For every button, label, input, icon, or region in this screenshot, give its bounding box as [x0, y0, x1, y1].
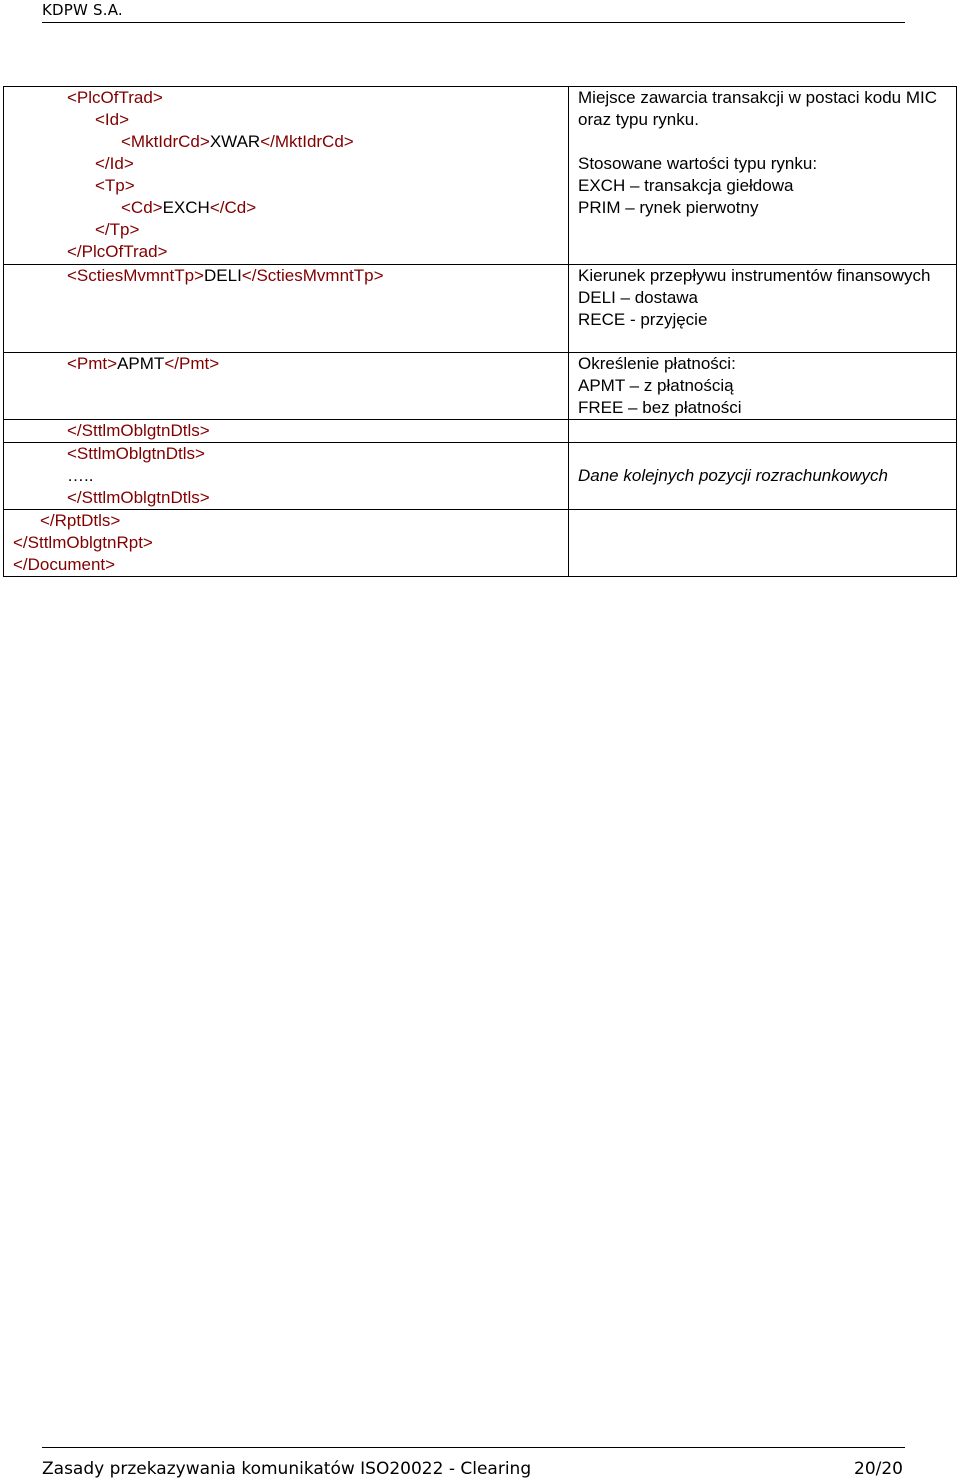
xml-line	[13, 532, 560, 554]
xml-line	[13, 465, 560, 487]
page-footer	[42, 1447, 905, 1480]
xml-tag-open: </PlcOfTrad>	[67, 242, 168, 261]
xml-tag-close: </Pmt>	[164, 354, 220, 373]
xml-line	[13, 510, 560, 532]
description-line: DELI – dostawa	[578, 288, 699, 307]
description-line: PRIM – rynek pierwotny	[578, 198, 759, 217]
xml-line	[13, 420, 560, 442]
xml-tag-open: <SttlmOblgtnDtls>	[67, 444, 205, 463]
xml-cell	[4, 353, 569, 420]
xml-line	[13, 131, 560, 153]
xml-cell	[4, 420, 569, 443]
description-line: Kierunek przepływu instrumentów finansowych	[578, 266, 931, 285]
description-cell	[569, 443, 957, 510]
description-cell	[569, 87, 957, 265]
xml-line	[13, 175, 560, 197]
xml-line	[13, 353, 560, 375]
xml-tag-open: <Id>	[95, 110, 130, 129]
table-row	[4, 510, 957, 577]
description-line: Stosowane wartości typu rynku:	[578, 154, 818, 173]
description-cell	[569, 420, 957, 443]
spacer	[578, 131, 948, 153]
xml-tag-open: </RptDtls>	[40, 511, 121, 530]
xml-value: EXCH	[162, 198, 210, 217]
xml-line	[13, 443, 560, 465]
xml-value: APMT	[117, 354, 165, 373]
xml-description-table	[3, 86, 957, 577]
xml-cell	[4, 265, 569, 353]
table-row	[4, 353, 957, 420]
ellipsis-text: …..	[67, 466, 94, 485]
description-line: Miejsce zawarcia transakcji w postaci kodu MIC oraz typu rynku.	[578, 88, 938, 129]
description-line: FREE – bez płatności	[578, 398, 742, 417]
xml-cell	[4, 443, 569, 510]
table-row	[4, 265, 957, 353]
description-line: EXCH – transakcja giełdowa	[578, 176, 794, 195]
page-header	[42, 0, 905, 23]
description-line: APMT – z płatnością	[578, 376, 734, 395]
xml-tag-open: </SttlmOblgtnRpt>	[13, 533, 153, 552]
description-cell	[569, 353, 957, 420]
table-row	[4, 443, 957, 510]
xml-tag-open: <PlcOfTrad>	[67, 88, 163, 107]
xml-tag-open: </Tp>	[95, 220, 140, 239]
xml-tag-open: <Tp>	[95, 176, 135, 195]
xml-tag-open: <Pmt>	[67, 354, 118, 373]
xml-tag-open: </Document>	[13, 555, 116, 574]
xml-tag-open: </Id>	[95, 154, 134, 173]
xml-tag-close: </MktIdrCd>	[260, 132, 354, 151]
xml-line	[13, 554, 560, 576]
xml-line	[13, 109, 560, 131]
xml-tag-close: </Cd>	[209, 198, 257, 217]
xml-tag-open: </SttlmOblgtnDtls>	[67, 421, 210, 440]
xml-line	[13, 265, 560, 287]
xml-cell	[4, 510, 569, 577]
table-row	[4, 87, 957, 265]
xml-line	[13, 87, 560, 109]
table-row	[4, 420, 957, 443]
xml-tag-open: </SttlmOblgtnDtls>	[67, 488, 210, 507]
page-number: 20/20	[854, 1459, 903, 1479]
xml-tag-open: <Cd>	[121, 198, 163, 217]
xml-tag-open: <MktIdrCd>	[121, 132, 210, 151]
description-line: Dane kolejnych pozycji rozrachunkowych	[578, 466, 888, 485]
xml-tag-close: </SctiesMvmntTp>	[241, 266, 384, 285]
xml-line	[13, 241, 560, 263]
description-line: Określenie płatności:	[578, 354, 736, 373]
xml-value: DELI	[204, 266, 242, 285]
xml-line	[13, 153, 560, 175]
description-line: RECE - przyjęcie	[578, 310, 708, 329]
xml-line	[13, 219, 560, 241]
document-title: Zasady przekazywania komunikatów ISO20022 - Clearing	[42, 1459, 532, 1479]
company-name: KDPW S.A.	[42, 1, 123, 19]
xml-cell	[4, 87, 569, 265]
description-cell	[569, 510, 957, 577]
xml-tag-open: <SctiesMvmntTp>	[67, 266, 204, 285]
xml-value: XWAR	[209, 132, 261, 151]
xml-line	[13, 197, 560, 219]
description-cell	[569, 265, 957, 353]
xml-line	[13, 487, 560, 509]
